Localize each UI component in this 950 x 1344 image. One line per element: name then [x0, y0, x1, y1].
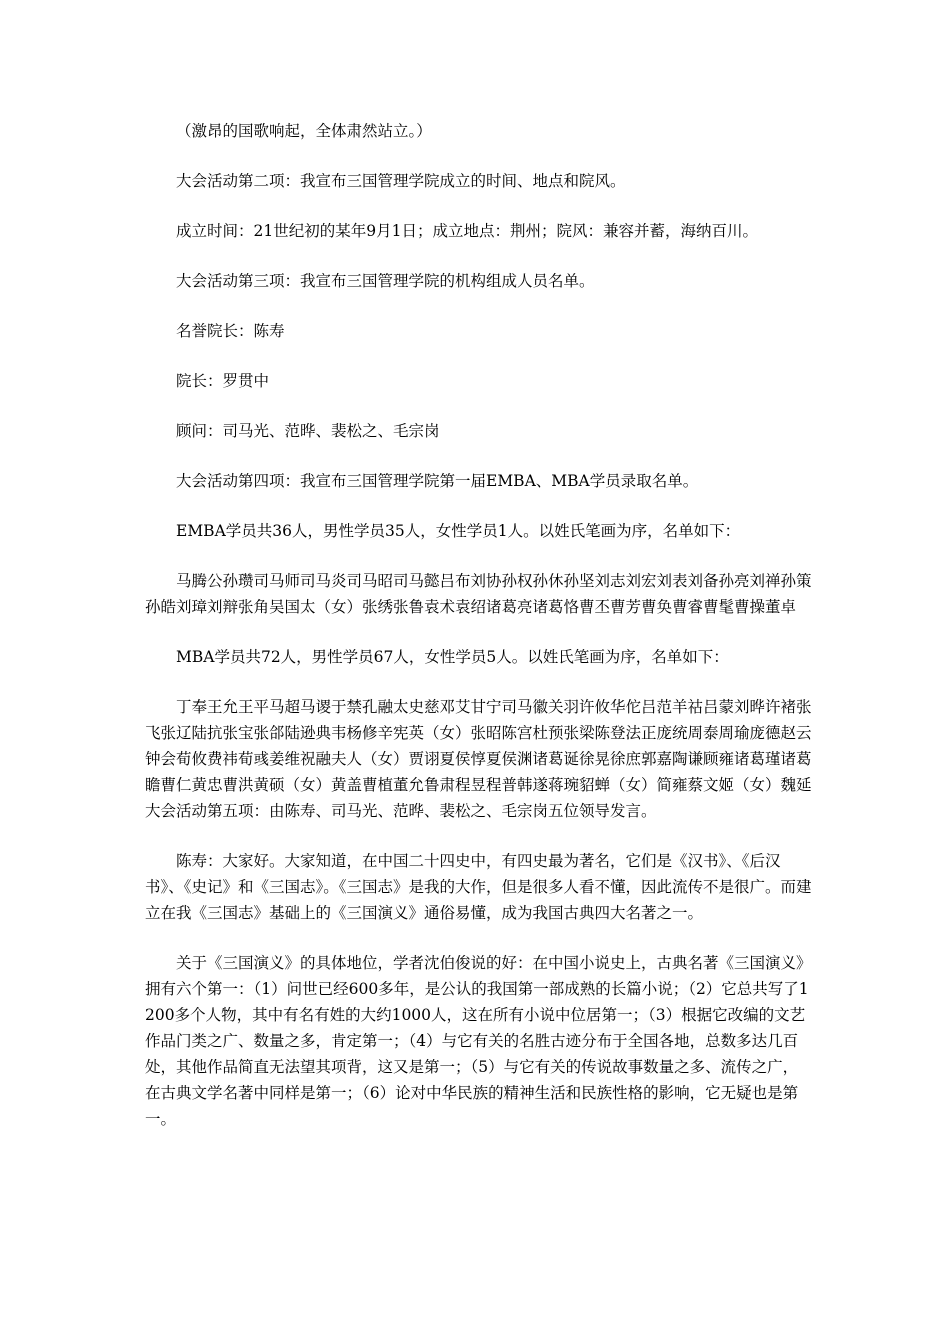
paragraph-advisors: 顾问：司马光、范晔、裴松之、毛宗岗: [176, 422, 440, 440]
paragraph-emba-summary: EMBA学员共36人，男性学员35人，女性学员1人。以姓氏笔画为序，名单如下：: [176, 522, 741, 540]
paragraph-emba-list: 马腾公孙瓒司马师司马炎司马昭司马懿吕布刘协孙权孙休孙坚刘志刘宏刘表刘备孙亮刘禅孙策孙皓刘璋刘辩张角吴国太（女）张绣张鲁袁术袁绍诸葛亮诸葛恪曹丕曹芳曹奂曹睿曹髦曹操董卓: [145, 572, 812, 616]
paragraph-item-four: 大会活动第四项：我宣布三国管理学院第一届EMBA、MBA学员录取名单。: [176, 472, 699, 490]
paragraph-six-firsts: 关于《三国演义》的具体地位，学者沈伯俊说的好：在中国小说史上，古典名著《三国演义》拥有六个第一：（1）问世已经600多年，是公认的我国第一部成熟的长篇小说；（2）它总共写了1200多个人物，其中有名有姓的大约1000人，这在所有小说中位居第一；（3）根据它改编的文艺作品门类之广、数量之多，肯定第一；（4）与它有关的名胜古迹分布于全国各地，总数多达几百处，其他作品简直无法望其项背，这又是第一；（5）与它有关的传说故事数量之多、流传之广，在古典文学名著中同样是第一；（6）论对中华民族的精神生活和民族性格的影响，它无疑也是第一。: [145, 954, 812, 1128]
paragraph-honorary-dean: 名誉院长：陈寿: [176, 322, 285, 340]
paragraph-item-three: 大会活动第三项：我宣布三国管理学院的机构组成人员名单。: [176, 272, 595, 290]
document-body: [145, 118, 813, 1156]
paragraph-dean: 院长：罗贯中: [176, 372, 270, 390]
paragraph-item-two: 大会活动第二项：我宣布三国管理学院成立的时间、地点和院风。: [176, 172, 626, 190]
paragraph-founding-info: 成立时间：21世纪初的某年9月1日；成立地点：荆州；院风：兼容并蓄，海纳百川。: [176, 222, 758, 240]
paragraph-mba-summary: MBA学员共72人，男性学员67人，女性学员5人。以姓氏笔画为序，名单如下：: [176, 648, 729, 666]
paragraph-chen-shou-speech: 陈寿：大家好。大家知道，在中国二十四史中，有四史最为著名，它们是《汉书》、《后汉书》、《史记》和《三国志》。《三国志》是我的大作，但是很多人看不懂，因此流传不是很广。而建立在我《三国志》基础上的《三国演义》通俗易懂，成为我国古典四大名著之一。: [145, 852, 812, 922]
paragraph-anthem: （激昂的国歌响起，全体肃然站立。）: [176, 122, 432, 140]
paragraph-mba-list: 丁奉王允王平马超马谡于禁孔融太史慈邓艾甘宁司马徽关羽许攸华佗吕范羊祜吕蒙刘晔许褚张飞张辽陆抗张宝张郃陆逊典韦杨修辛宪英（女）张昭陈宫杜预张梁陈登法正庞统周泰周瑜庞德赵云钟会荀攸费祎荀彧姜维祝融夫人（女）贾诩夏侯惇夏侯渊诸葛诞徐晃徐庶郭嘉陶谦顾雍诸葛瑾诸葛瞻曹仁黄忠曹洪黄硕（女）黄盖曹植董允鲁肃程昱程普韩遂蒋琬貂蝉（女）简雍蔡文姬（女）魏延大会活动第五项：由陈寿、司马光、范晔、裴松之、毛宗岗五位领导发言。: [145, 698, 812, 820]
